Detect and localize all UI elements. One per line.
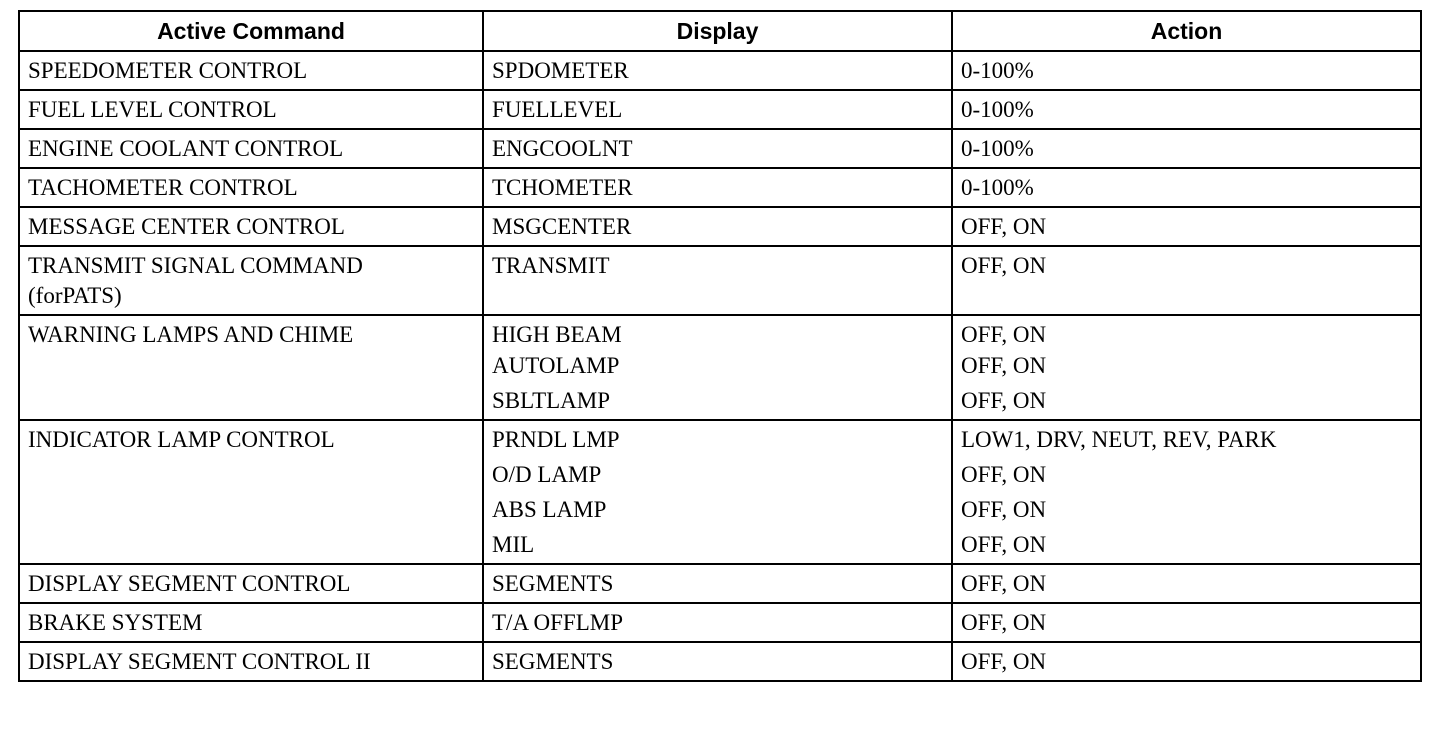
cell-line: SPDOMETER — [492, 58, 629, 83]
cell-line: TRANSMIT — [492, 253, 610, 278]
cell-line: OFF, ON — [961, 462, 1047, 487]
cell-line: T/A OFFLMP — [492, 610, 624, 635]
display-cell — [483, 246, 952, 315]
cell-line: ENGINE COOLANT CONTROL — [28, 136, 344, 161]
cell-line: DISPLAY SEGMENT CONTROL II — [28, 649, 371, 674]
table-row — [19, 315, 1421, 420]
table-row — [19, 90, 1421, 129]
active-command-cell — [19, 420, 483, 564]
cell-line: OFF, ON — [961, 388, 1047, 413]
action-cell — [952, 90, 1421, 129]
cell-line: MSGCENTER — [492, 214, 632, 239]
table-row — [19, 420, 1421, 564]
action-cell — [952, 129, 1421, 168]
cell-line: SEGMENTS — [492, 649, 614, 674]
cell-line: OFF, ON — [961, 532, 1047, 557]
column-header-active-command: Active Command — [19, 11, 483, 51]
cell-line: OFF, ON — [961, 571, 1047, 596]
cell-line: ENGCOOLNT — [492, 136, 633, 161]
display-cell — [483, 642, 952, 681]
cell-line: OFF, ON — [961, 649, 1047, 674]
cell-line: OFF, ON — [961, 253, 1047, 278]
active-command-cell — [19, 129, 483, 168]
action-cell — [952, 51, 1421, 90]
cell-line: TACHOMETER CONTROL — [28, 175, 298, 200]
table-row — [19, 603, 1421, 642]
cell-line: ABS LAMP — [492, 497, 607, 522]
active-command-cell — [19, 51, 483, 90]
active-command-cell — [19, 207, 483, 246]
table-row — [19, 642, 1421, 681]
cell-line: MIL — [492, 532, 535, 557]
display-cell — [483, 51, 952, 90]
action-cell — [952, 168, 1421, 207]
cell-line: 0-100% — [961, 175, 1034, 200]
display-cell — [483, 168, 952, 207]
table-row — [19, 51, 1421, 90]
cell-line: (forPATS) — [28, 283, 122, 308]
display-cell — [483, 315, 952, 420]
table-row — [19, 246, 1421, 315]
active-command-table — [18, 10, 1422, 682]
cell-line: TRANSMIT SIGNAL COMMAND — [28, 253, 363, 278]
table-row — [19, 207, 1421, 246]
cell-line: OFF, ON — [961, 322, 1047, 347]
active-command-cell — [19, 315, 483, 420]
column-header-display: Display — [483, 11, 952, 51]
cell-line: 0-100% — [961, 136, 1034, 161]
cell-line: HIGH BEAM — [492, 322, 622, 347]
action-cell — [952, 603, 1421, 642]
action-cell — [952, 564, 1421, 603]
active-command-cell — [19, 168, 483, 207]
action-cell — [952, 642, 1421, 681]
display-cell — [483, 603, 952, 642]
display-cell — [483, 129, 952, 168]
column-header-action: Action — [952, 11, 1421, 51]
table-row — [19, 564, 1421, 603]
display-cell — [483, 207, 952, 246]
cell-line: O/D LAMP — [492, 462, 602, 487]
cell-line: OFF, ON — [961, 214, 1047, 239]
cell-line: FUEL LEVEL CONTROL — [28, 97, 277, 122]
table-header-row — [19, 11, 1421, 51]
cell-line: TCHOMETER — [492, 175, 633, 200]
cell-line: DISPLAY SEGMENT CONTROL — [28, 571, 351, 596]
cell-line: 0-100% — [961, 97, 1034, 122]
display-cell — [483, 90, 952, 129]
cell-line: BRAKE SYSTEM — [28, 610, 203, 635]
cell-line: PRNDL LMP — [492, 427, 620, 452]
cell-line: 0-100% — [961, 58, 1034, 83]
cell-line: OFF, ON — [961, 497, 1047, 522]
cell-line: SBLTLAMP — [492, 388, 611, 413]
action-cell — [952, 420, 1421, 564]
table-row — [19, 129, 1421, 168]
action-cell — [952, 207, 1421, 246]
active-command-cell — [19, 564, 483, 603]
cell-line: SPEEDOMETER CONTROL — [28, 58, 308, 83]
cell-line: LOW1, DRV, NEUT, REV, PARK — [961, 427, 1277, 452]
active-command-cell — [19, 246, 483, 315]
cell-line: OFF, ON — [961, 610, 1047, 635]
display-cell — [483, 564, 952, 603]
cell-line: OFF, ON — [961, 353, 1047, 378]
cell-line: FUELLEVEL — [492, 97, 623, 122]
cell-line: MESSAGE CENTER CONTROL — [28, 214, 345, 239]
active-command-cell — [19, 603, 483, 642]
cell-line: INDICATOR LAMP CONTROL — [28, 427, 335, 452]
active-command-cell — [19, 642, 483, 681]
action-cell — [952, 246, 1421, 315]
cell-line: SEGMENTS — [492, 571, 614, 596]
cell-line: WARNING LAMPS AND CHIME — [28, 322, 354, 347]
active-command-cell — [19, 90, 483, 129]
table-row — [19, 168, 1421, 207]
cell-line: AUTOLAMP — [492, 353, 620, 378]
display-cell — [483, 420, 952, 564]
action-cell — [952, 315, 1421, 420]
